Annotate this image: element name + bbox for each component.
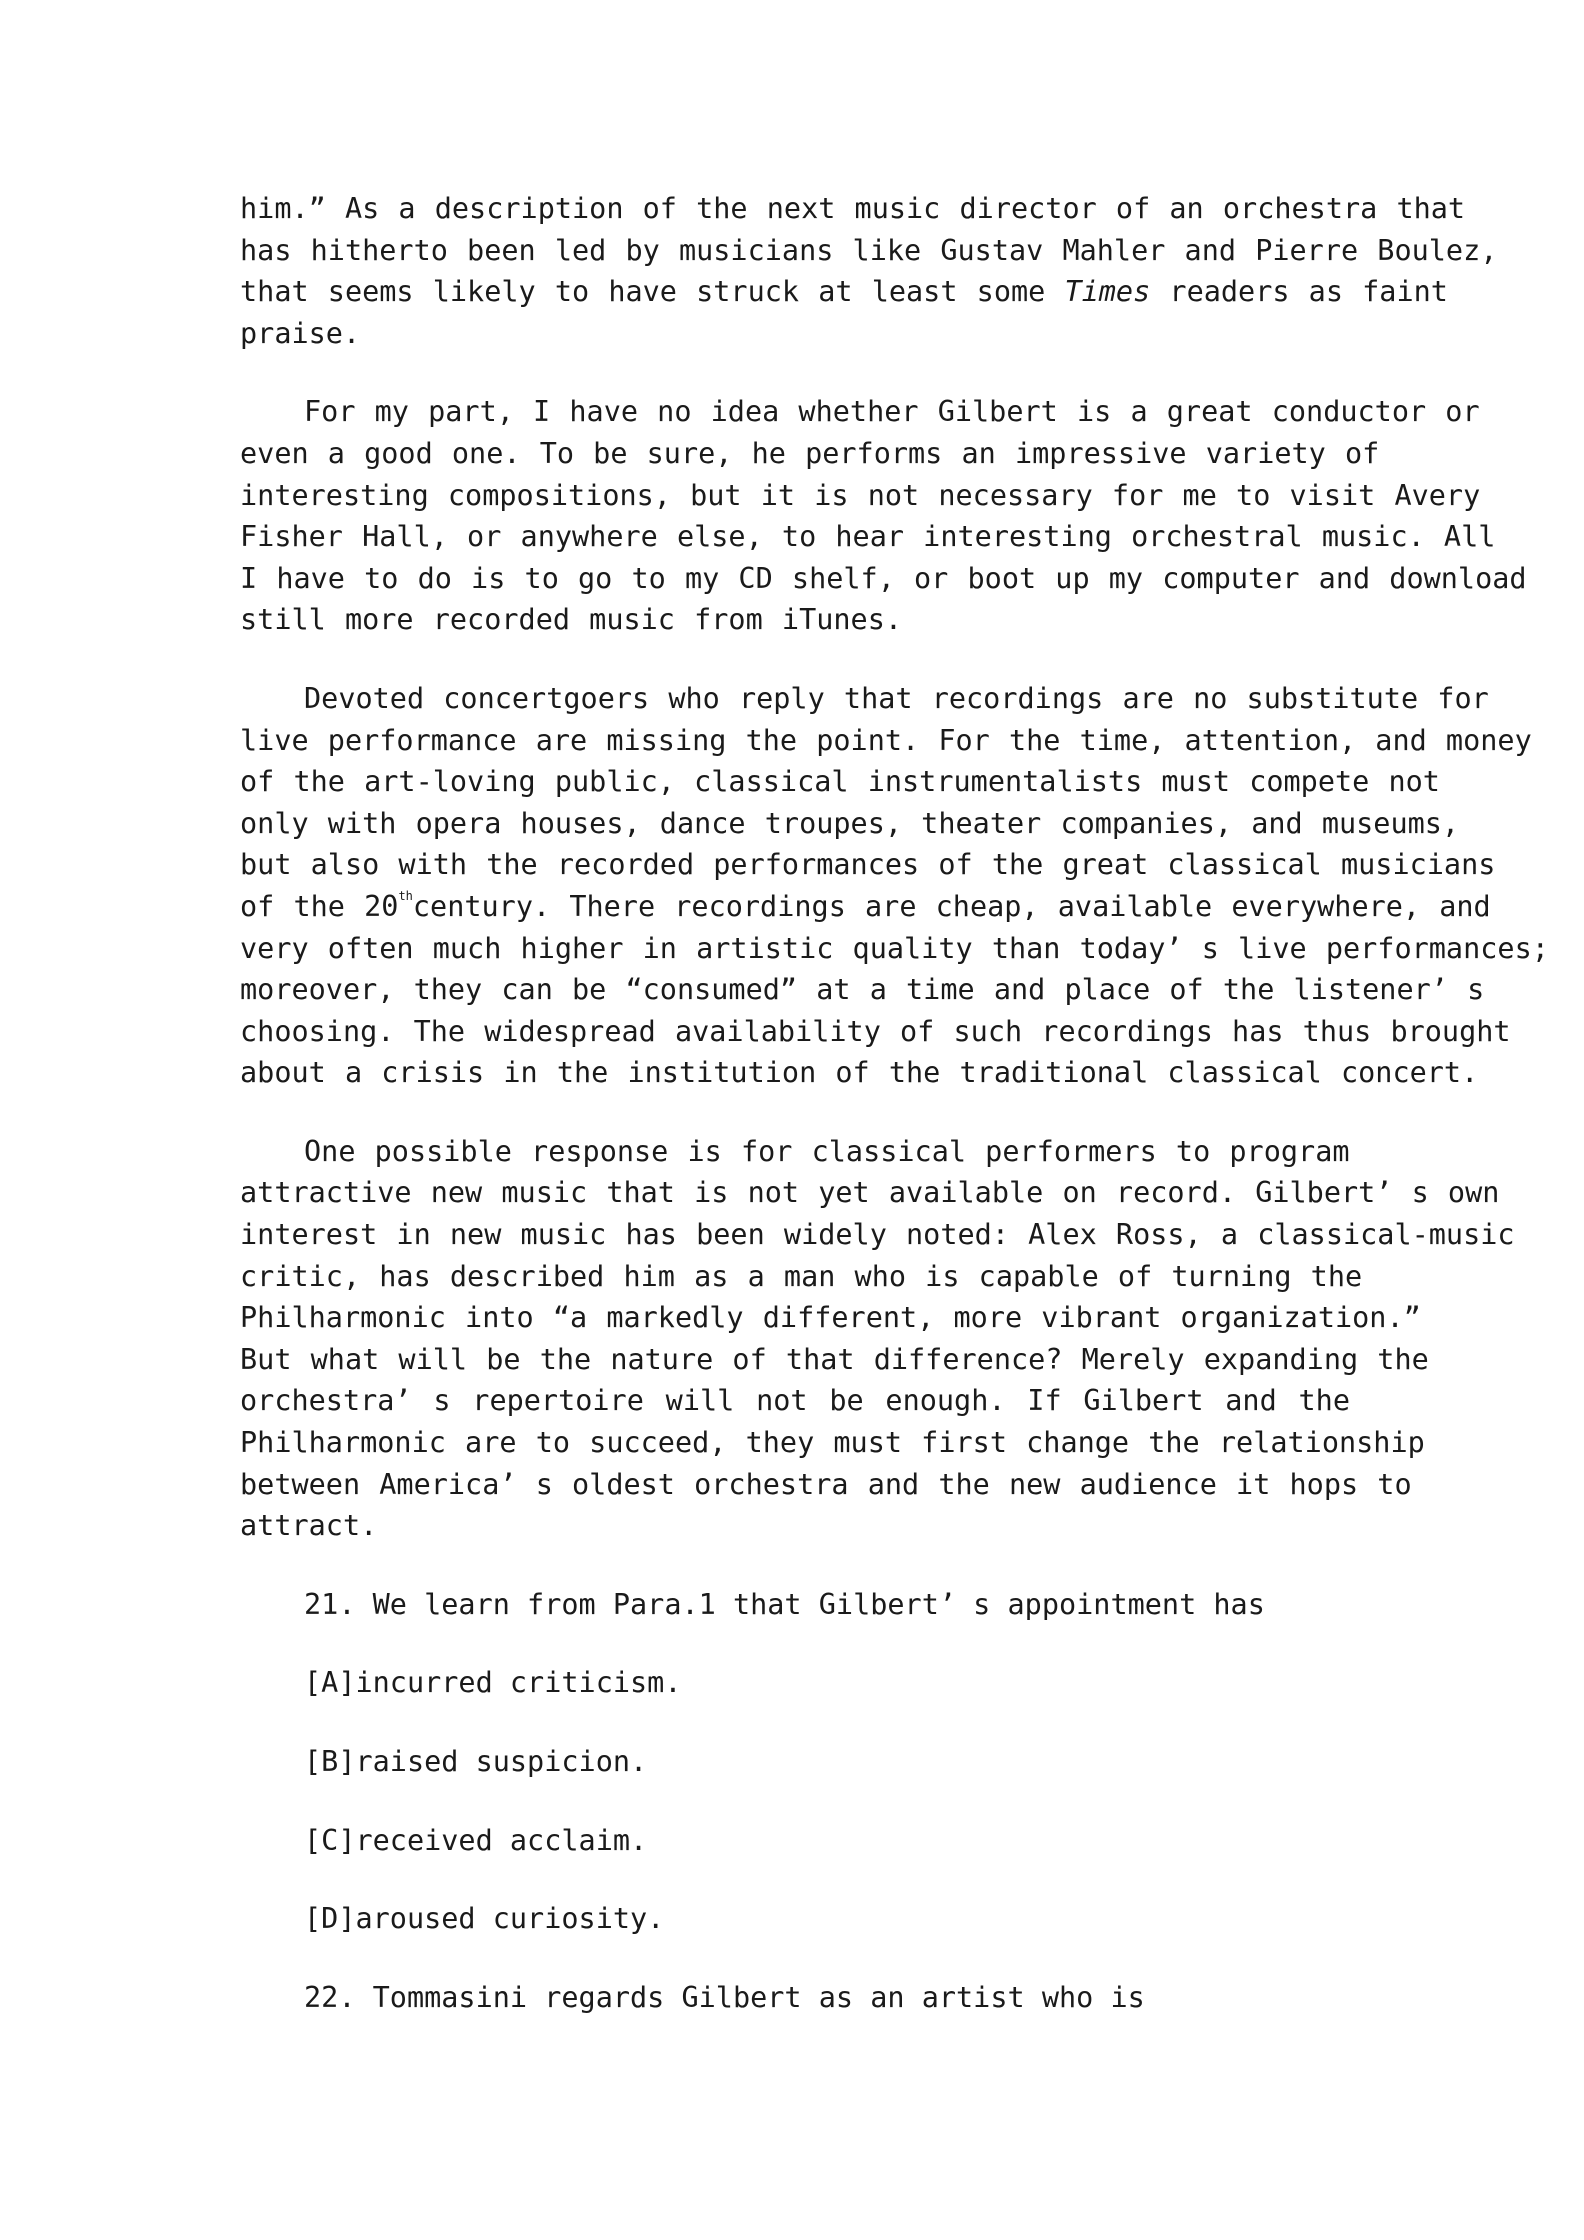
paragraph-line: But what will be the nature of that difference? Merely expanding the	[240, 1342, 1429, 1376]
paragraph-line: very often much higher in artistic quality than today’ s live performances;	[240, 931, 1549, 965]
paragraph-line-text: century. There recordings are cheap, available everywhere, and	[412, 889, 1491, 923]
paragraph-line: live performance are missing the point. For the time, attention, and money	[240, 723, 1532, 757]
paragraph-line: Fisher Hall, or anywhere else, to hear interesting orchestral music. All	[240, 520, 1496, 554]
question-21-stem: 21. We learn from Para.1 that Gilbert’ s appointment has	[304, 1587, 1265, 1621]
paragraph-line: choosing. The widespread availability of such recordings has thus brought	[240, 1014, 1511, 1048]
paragraph-line: still more recorded music from iTunes.	[240, 603, 903, 637]
paragraph-line: attractive new music that is not yet available on record. Gilbert’ s own	[240, 1176, 1500, 1210]
paragraph-2	[240, 391, 1527, 641]
paragraph-line: orchestra’ s repertoire will not be enough. If Gilbert and the	[240, 1384, 1350, 1418]
paragraph-line: Philharmonic into “a markedly different, more vibrant organization.”	[240, 1301, 1421, 1335]
document-body	[240, 188, 1549, 2018]
paragraph-line: Philharmonic are to succeed, they must first change the relationship	[240, 1426, 1425, 1460]
paragraph-line: of the art-loving public, classical instrumentalists must compete not	[240, 765, 1440, 799]
question-21-option-b: [B]raised suspicion.	[304, 1745, 648, 1778]
paragraph-1	[240, 188, 1498, 354]
paragraph-3	[240, 678, 1549, 1094]
paragraph-line: him.” As a description of the next music director of an orchestra that	[240, 192, 1466, 225]
question-22-stem: 22. Tommasini regards Gilbert as an artist who is	[304, 1980, 1145, 2014]
paragraph-line: I have to do is to go to my CD shelf, or boot up my computer and download	[240, 561, 1527, 595]
paragraph-line: interest in new music has been widely noted: Alex Ross, a classical-music	[240, 1218, 1515, 1252]
paragraph-line: praise.	[240, 316, 361, 350]
paragraph-line: but also with the recorded performances of the great classical musicians	[240, 848, 1496, 882]
superscript-th: th	[398, 888, 413, 903]
italic-word: Times	[1064, 275, 1151, 309]
paragraph-4	[240, 1131, 1515, 1547]
paragraph-line-text: that seems likely to have struck at least some	[240, 275, 1065, 309]
paragraph-line: about a crisis in the institution of the traditional classical concert.	[240, 1056, 1479, 1090]
paragraph-line	[240, 886, 1491, 928]
paragraph-line: only with opera houses, dance troupes, theater companies, and museums,	[240, 806, 1460, 840]
paragraph-line: critic, has described him as a man who is capable of turning the	[240, 1259, 1363, 1293]
paragraph-line-text: readers as faint	[1150, 275, 1448, 309]
paragraph-line: moreover, they can be “consumed” at a time and place of the listener’ s	[240, 973, 1485, 1007]
paragraph-line: even a good one. To be sure, he performs an impressive variety of	[240, 436, 1380, 470]
question-21-option-a: [A]incurred criticism.	[304, 1666, 682, 1700]
paragraph-line-text: of the 20	[240, 889, 399, 923]
paragraph-line	[240, 271, 1448, 313]
paragraph-line: interesting compositions, but it is not necessary for me to visit Avery	[240, 478, 1481, 512]
paragraph-line: attract.	[240, 1509, 378, 1543]
paragraph-line: has hitherto been led by musicians like Gustav Mahler and Pierre Boulez,	[240, 233, 1498, 267]
paragraph-line: Devoted concertgoers who reply that recordings are no substitute for	[304, 681, 1489, 715]
paragraph-line: between America’ s oldest orchestra and the new audience it hops to	[240, 1467, 1412, 1501]
question-21-option-c: [C]received acclaim.	[304, 1823, 648, 1857]
paragraph-line: One possible response is for classical performers to program	[304, 1134, 1350, 1168]
question-21-option-d: [D]aroused curiosity.	[304, 1902, 665, 1936]
paragraph-line: For my part, I have no idea whether Gilbert is a great conductor or	[304, 395, 1480, 429]
